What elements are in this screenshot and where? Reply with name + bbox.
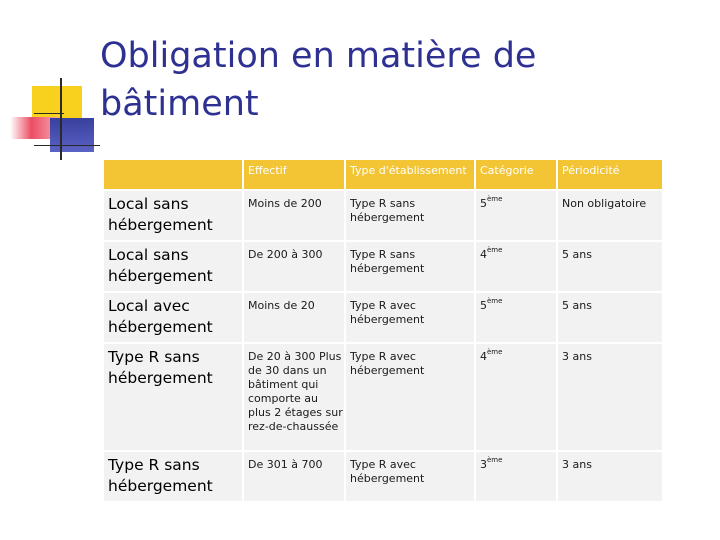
cell-periodicite: 5 ans bbox=[558, 293, 662, 342]
row-label: Type R sans hébergement bbox=[104, 452, 242, 501]
categorie-suffix: ème bbox=[487, 195, 503, 203]
cell-type: Type R avec hébergement bbox=[346, 344, 474, 450]
decor-horizontal-line-short bbox=[34, 113, 64, 114]
categorie-number: 4 bbox=[480, 248, 487, 261]
categorie-suffix: ème bbox=[487, 456, 503, 464]
categorie-number: 3 bbox=[480, 458, 487, 471]
table-row bbox=[104, 242, 662, 291]
building-obligations-table bbox=[102, 158, 664, 503]
header-cell-categorie: Catégorie bbox=[476, 160, 556, 189]
slide-title: Obligation en matière de bâtiment bbox=[100, 36, 537, 124]
cell-effectif: Moins de 20 bbox=[244, 293, 344, 342]
table-row bbox=[104, 452, 662, 501]
cell-effectif: De 301 à 700 bbox=[244, 452, 344, 501]
cell-effectif: De 20 à 300 Plus de 30 dans un bâtiment qui comporte au plus 2 étages sur rez-de-chaussée bbox=[244, 344, 344, 450]
cell-type: Type R sans hébergement bbox=[346, 242, 474, 291]
header-cell-empty bbox=[104, 160, 242, 189]
categorie-number: 5 bbox=[480, 299, 487, 312]
cell-categorie bbox=[476, 242, 556, 291]
table-row bbox=[104, 191, 662, 240]
categorie-number: 4 bbox=[480, 350, 487, 363]
decor-vertical-line bbox=[60, 78, 62, 160]
cell-type: Type R sans hébergement bbox=[346, 191, 474, 240]
row-label: Local sans hébergement bbox=[104, 242, 242, 291]
cell-periodicite: 3 ans bbox=[558, 452, 662, 501]
cell-periodicite: Non obligatoire bbox=[558, 191, 662, 240]
categorie-suffix: ème bbox=[487, 246, 503, 254]
header-cell-type: Type d'établissement bbox=[346, 160, 474, 189]
decor-horizontal-line bbox=[34, 145, 100, 146]
table-header-row bbox=[104, 160, 662, 189]
cell-periodicite: 3 ans bbox=[558, 344, 662, 450]
cell-type: Type R avec hébergement bbox=[346, 452, 474, 501]
categorie-suffix: ème bbox=[487, 348, 503, 356]
row-label: Local avec hébergement bbox=[104, 293, 242, 342]
cell-periodicite: 5 ans bbox=[558, 242, 662, 291]
table-row bbox=[104, 293, 662, 342]
cell-effectif: De 200 à 300 bbox=[244, 242, 344, 291]
row-label: Local sans hébergement bbox=[104, 191, 242, 240]
categorie-number: 5 bbox=[480, 197, 487, 210]
cell-categorie bbox=[476, 452, 556, 501]
header-cell-periodicite: Périodicité bbox=[558, 160, 662, 189]
cell-type: Type R avec hébergement bbox=[346, 293, 474, 342]
decor-blue-square bbox=[50, 118, 94, 152]
cell-categorie bbox=[476, 293, 556, 342]
row-label: Type R sans hébergement bbox=[104, 344, 242, 450]
cell-categorie bbox=[476, 344, 556, 450]
table-row bbox=[104, 344, 662, 450]
cell-effectif: Moins de 200 bbox=[244, 191, 344, 240]
cell-categorie bbox=[476, 191, 556, 240]
categorie-suffix: ème bbox=[487, 297, 503, 305]
header-cell-effectif: Effectif bbox=[244, 160, 344, 189]
